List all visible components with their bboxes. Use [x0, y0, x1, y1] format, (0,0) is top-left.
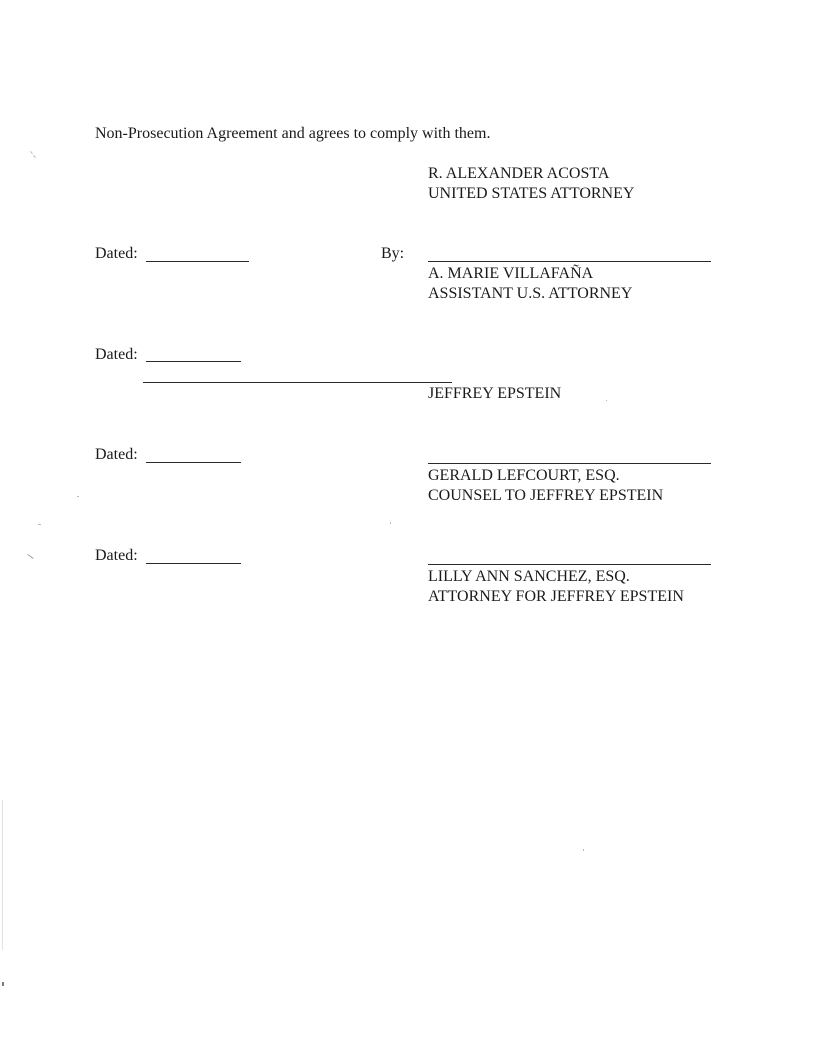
- scan-speck: [30, 151, 33, 154]
- date-line: [146, 361, 241, 362]
- office-title: UNITED STATES ATTORNEY: [428, 185, 635, 202]
- dated-label: Dated:: [95, 346, 138, 363]
- date-line: [146, 462, 241, 463]
- date-line: [146, 261, 249, 262]
- dated-label: Dated:: [95, 245, 138, 262]
- scan-speck: [77, 496, 79, 497]
- scan-speck: [2, 982, 4, 986]
- dated-label: Dated:: [95, 547, 138, 564]
- signature-line: [428, 261, 711, 262]
- by-label: By:: [381, 245, 405, 262]
- scan-speck: [33, 155, 36, 158]
- date-line: [146, 563, 241, 564]
- dated-label: Dated:: [95, 446, 138, 463]
- signer-title: COUNSEL TO JEFFREY EPSTEIN: [428, 487, 664, 504]
- scan-speck: [606, 400, 607, 401]
- scan-speck: [390, 522, 391, 524]
- scan-speck: [27, 554, 33, 559]
- signer-title: ATTORNEY FOR JEFFREY EPSTEIN: [428, 588, 684, 605]
- signature-line: [143, 382, 452, 383]
- signature-line: [428, 564, 711, 565]
- signer-title: ASSISTANT U.S. ATTORNEY: [428, 285, 633, 302]
- signer-name: GERALD LEFCOURT, ESQ.: [428, 467, 620, 484]
- signature-line: [428, 463, 711, 464]
- signer-name: A. MARIE VILLAFAÑA: [428, 265, 594, 282]
- signer-name: JEFFREY EPSTEIN: [428, 385, 562, 402]
- signer-name: LILLY ANN SANCHEZ, ESQ.: [428, 568, 630, 585]
- office-name: R. ALEXANDER ACOSTA: [428, 165, 610, 182]
- scan-edge: [2, 800, 3, 950]
- intro-line: Non-Prosecution Agreement and agrees to comply with them.: [95, 125, 491, 142]
- scan-speck: [583, 849, 584, 851]
- scan-speck: [38, 524, 41, 525]
